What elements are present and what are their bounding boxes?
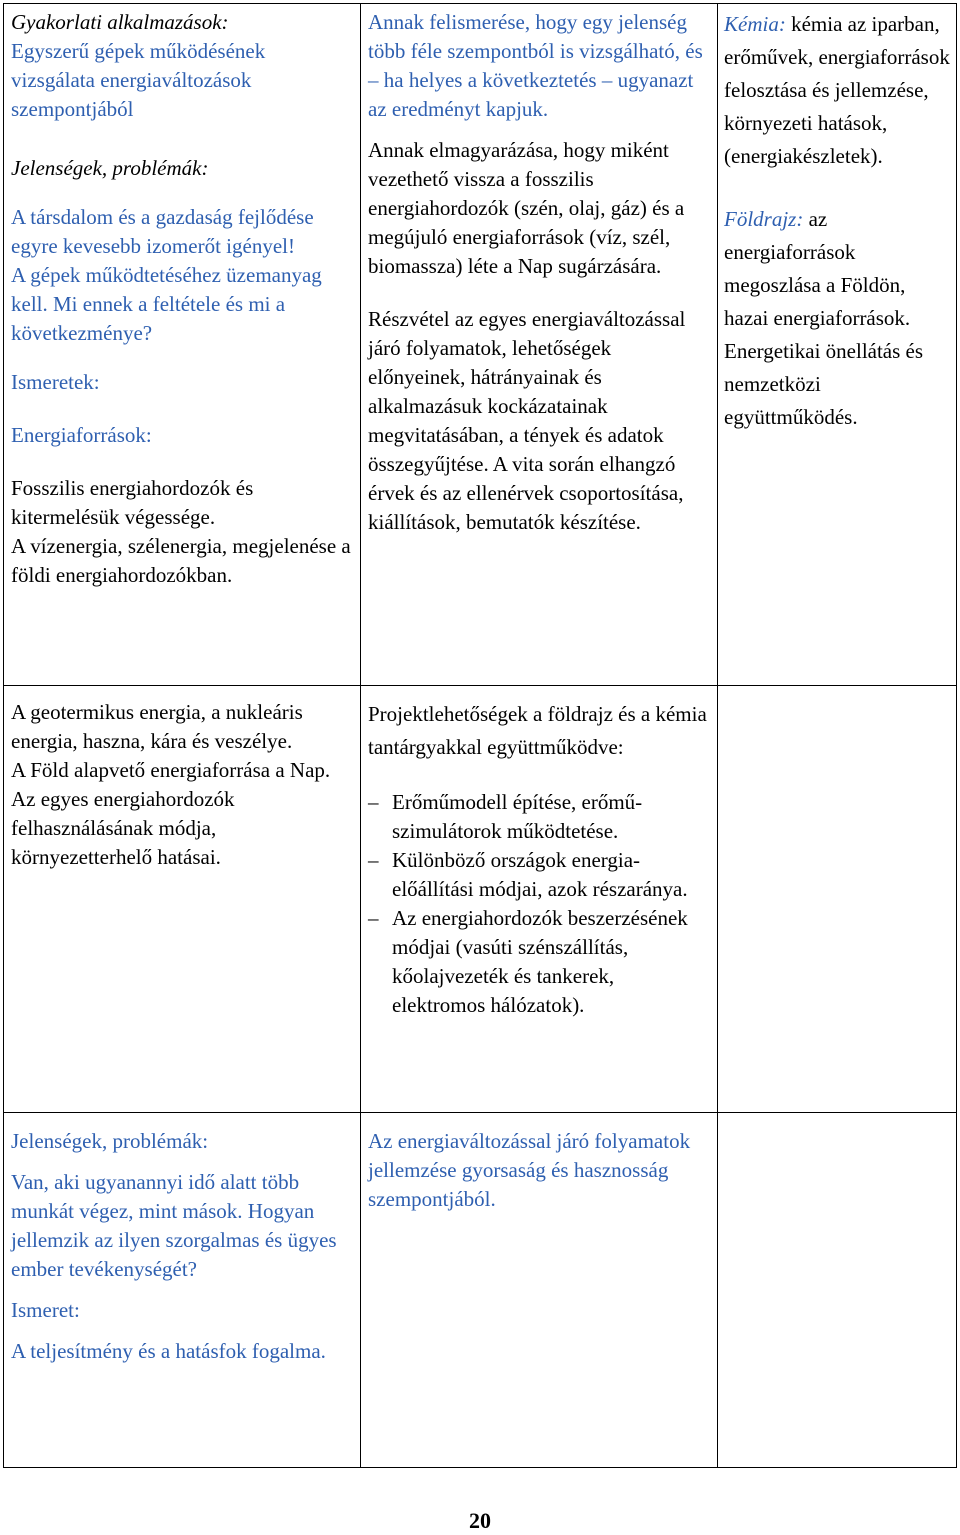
phenomena-label: Jelenségek, problémák: bbox=[11, 156, 209, 180]
geography-label: Földrajz: bbox=[724, 207, 804, 231]
fossil-text: Fosszilis energiahordozók és kitermelésük végessége. bbox=[11, 476, 254, 529]
row2-col1-cell bbox=[4, 686, 361, 1113]
phenomena-text-1: A társdalom és a gazdaság fejlődése egyre kevesebb izomerőt igényel! bbox=[11, 205, 314, 258]
list-item bbox=[368, 788, 709, 846]
row1-col2-cell bbox=[361, 4, 718, 686]
chemistry-label: Kémia: bbox=[724, 12, 786, 36]
applications-heading: Gyakorlati alkalmazások: bbox=[11, 10, 229, 34]
row3-col3-cell bbox=[718, 1113, 957, 1468]
project-item-text: Erőműmodell építése, erőmű-szimulátorok működtetése. bbox=[392, 790, 643, 843]
row2-col3-cell bbox=[718, 686, 957, 1113]
list-item bbox=[368, 846, 709, 904]
sun-text bbox=[11, 756, 352, 872]
list-item bbox=[368, 904, 709, 1020]
power-knowledge-text: A teljesítmény és a hatásfok fogalma. bbox=[11, 1339, 326, 1363]
dash-bullet: – bbox=[368, 848, 379, 872]
dash-bullet: – bbox=[368, 906, 379, 930]
row2-col2-cell bbox=[361, 686, 718, 1113]
page-number: 20 bbox=[469, 1508, 491, 1533]
energy-sources-label: Energiaforrások: bbox=[11, 423, 152, 447]
table-row bbox=[4, 4, 957, 686]
water-wind-text: A vízenergia, szélenergia, megjelenése a földi energiahordozókban. bbox=[11, 534, 351, 587]
development-text-3: Részvétel az egyes energiaváltozással járó folyamatok, lehetőségek előnyeinek, hátrányainak és alkalmazásuk kockázatainak megvitatásában, a tények és adatok összegyűjtése. A vita során elhangzó érvek és az ellenérvek csoportosítása, kiállítások, bemutatók készítése. bbox=[368, 307, 686, 534]
geothermal-text: A geotermikus energia, a nukleáris energia, haszna, kára és veszélye. bbox=[11, 700, 303, 753]
table-row bbox=[4, 1113, 957, 1468]
sun-text-content: A Föld alapvető energiaforrása a Nap. Az egyes energiahordozók felhasználásának módja, környezetterhelő hatásai. bbox=[11, 758, 331, 869]
power-phenomena-text: Van, aki ugyanannyi idő alatt több munkát végez, mint mások. Hogyan jellemzik az ilyen szorgalmas és ügyes ember tevékenységét? bbox=[11, 1170, 337, 1281]
development-text-2: Annak elmagyarázása, hogy miként vezethető vissza a fosszilis energiahordozók (szén, olaj, gáz) és a megújuló energiaforrások (víz, szél, biomassza) léte a Nap sugárzására. bbox=[368, 138, 685, 278]
applications-text: Egyszerű gépek működésének vizsgálata energiaváltozások szempontjából bbox=[11, 39, 266, 121]
project-list bbox=[368, 788, 709, 1020]
curriculum-table bbox=[3, 3, 957, 1468]
dash-bullet: – bbox=[368, 790, 379, 814]
project-intro: Projektlehetőségek a földrajz és a kémia tantárgyakkal együttműködve: bbox=[368, 702, 707, 759]
power-development-text: Az energiaváltozással járó folyamatok jellemzése gyorsaság és hasznosság szempontjából. bbox=[368, 1129, 691, 1211]
power-knowledge-label: Ismeret: bbox=[11, 1298, 80, 1322]
geography-link bbox=[724, 203, 952, 434]
phenomena-text-2: A gépek működtetéséhez üzemanyag kell. Mi ennek a feltétele és mi a következménye? bbox=[11, 263, 322, 345]
row3-col2-cell bbox=[361, 1113, 718, 1468]
row1-col1-cell bbox=[4, 4, 361, 686]
row1-col3-cell bbox=[718, 4, 957, 686]
table-row bbox=[4, 686, 957, 1113]
chemistry-text: kémia az iparban, erőművek, energiaforrások felosztása és jellemzése, környezeti hatások, (energiakészletek). bbox=[724, 12, 950, 168]
chemistry-link bbox=[724, 8, 952, 173]
geography-text: az energiaforrások megoszlása a Földön, hazai energiaforrások. Energetikai önellátás és nemzetközi együttműködés. bbox=[724, 207, 924, 429]
power-phenomena-label: Jelenségek, problémák: bbox=[11, 1129, 209, 1153]
row3-col1-cell bbox=[4, 1113, 361, 1468]
development-text-1: Annak felismerése, hogy egy jelenség több féle szempontból is vizsgálható, és – ha helyes a következtetés – ugyanazt az eredményt kapjuk. bbox=[368, 10, 703, 121]
project-item-text: Az energiahordozók beszerzésének módjai (vasúti szénszállítás, kőolajvezeték és tankerek, elektromos hálózatok). bbox=[392, 906, 688, 1017]
knowledge-label: Ismeretek: bbox=[11, 370, 100, 394]
project-item-text: Különböző országok energia-előállítási módjai, azok részaránya. bbox=[392, 848, 688, 901]
